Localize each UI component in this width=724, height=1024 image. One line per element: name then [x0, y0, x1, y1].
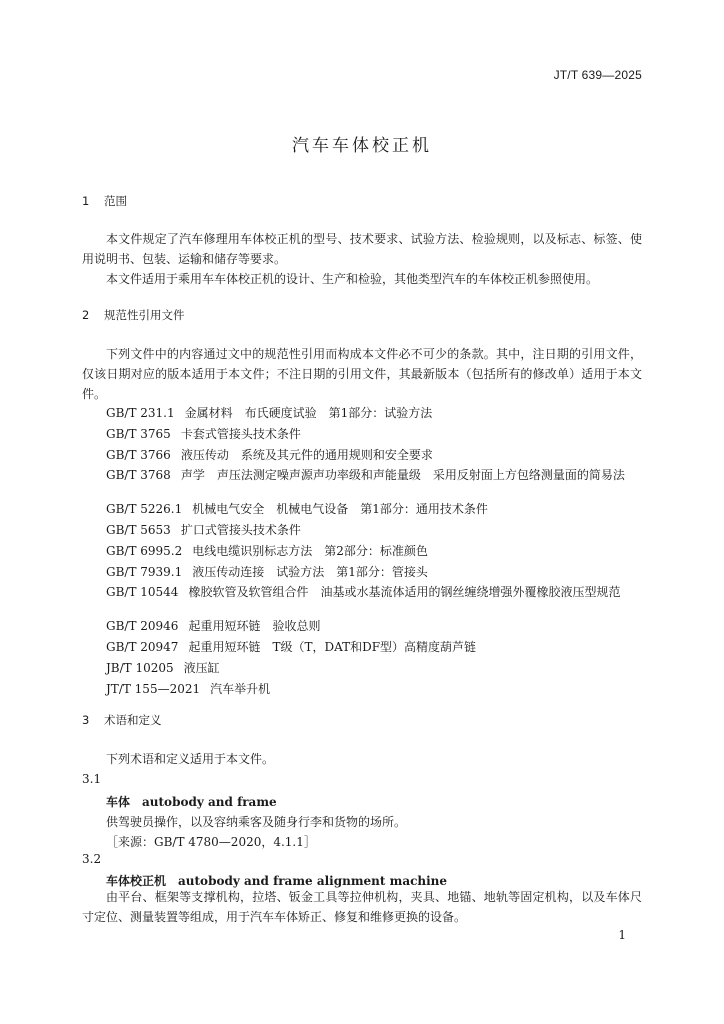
reference-title: 液压传动连接 试验方法 第1部分：管接头 [192, 565, 428, 579]
reference-item [106, 446, 433, 464]
reference-title: 机械电气安全 机械电气设备 第1部分：通用技术条件 [192, 502, 488, 516]
term-entry [106, 793, 277, 810]
reference-title: 汽车举升机 [210, 682, 271, 696]
section-number: 3 [82, 713, 90, 727]
section-title: 规范性引用文件 [104, 308, 185, 322]
term-en: autobody and frame [142, 795, 277, 809]
reference-title: 金属材料 布氏硬度试验 第1部分：试验方法 [184, 406, 433, 420]
reference-item [106, 659, 220, 677]
standard-code: JT/T 639—2025 [553, 68, 642, 82]
section-heading-scope [82, 193, 127, 209]
reference-item [106, 617, 320, 635]
reference-item [106, 521, 301, 539]
scope-paragraph-2: 本文件适用于乘用车车体校正机的设计、生产和检验，其他类型汽车的车体校正机参照使用。 [106, 272, 599, 286]
section-title: 范围 [104, 194, 127, 208]
term-zh: 车体 [106, 795, 131, 809]
reference-item [106, 425, 301, 443]
reference-code: GB/T 6995.2 [106, 544, 183, 558]
reference-code: GB/T 20947 [106, 640, 179, 654]
reference-code: GB/T 10544 [106, 585, 179, 599]
reference-code: GB/T 3765 [106, 427, 171, 441]
section-title: 术语和定义 [104, 713, 162, 727]
reference-code: GB/T 5653 [106, 523, 171, 537]
reference-title: 起重用短环链 T级（T，DAT和DF型）高精度葫芦链 [188, 640, 477, 654]
reference-title: 卡套式管接头技术条件 [180, 427, 301, 441]
reference-item [106, 404, 432, 422]
reference-code: GB/T 3768 [106, 468, 171, 482]
term-definition: 由平台、框架等支撑机构，拉塔、钣金工具等拉伸机构，夹具、地锚、地轨等固定机构，以及车体尺寸定位、测量装置等组成，用于汽车车体矫正、修复和维修更换的设备。 [82, 890, 642, 924]
reference-code: GB/T 3766 [106, 448, 171, 462]
reference-code: GB/T 5226.1 [106, 502, 183, 516]
reference-title: 扩口式管接头技术条件 [180, 523, 301, 537]
reference-title: 电线电缆识别标志方法 第2部分：标准颜色 [192, 544, 428, 558]
reference-title: 橡胶软管及软管组合件 油基或水基流体适用的钢丝缠绕增强外覆橡胶液压型规范 [188, 585, 621, 599]
term-zh: 车体校正机 [106, 874, 167, 888]
reference-code: GB/T 231.1 [106, 406, 175, 420]
reference-item [106, 563, 428, 581]
reference-title: 起重用短环链 验收总则 [188, 619, 321, 633]
section-number: 1 [82, 194, 90, 208]
reference-item [82, 465, 642, 486]
terms-intro: 下列术语和定义适用于本文件。 [106, 752, 275, 766]
reference-item [106, 680, 270, 698]
reference-item [106, 500, 488, 518]
scope-paragraph-1: 本文件规定了汽车修理用车体校正机的型号、技术要求、试验方法、检验规则，以及标志、标签、使用说明书、包装、运输和储存等要求。 [82, 232, 642, 266]
section-heading-terms [82, 712, 162, 728]
reference-title: 声学 声压法测定噪声源声功率级和声能量级 采用反射面上方包络测量面的简易法 [180, 468, 625, 482]
reference-title: 液压传动 系统及其元件的通用规则和安全要求 [180, 448, 433, 462]
section-number: 2 [82, 308, 90, 322]
document-title: 汽车车体校正机 [292, 136, 432, 156]
section-heading-normative-references [82, 307, 185, 323]
reference-code: GB/T 7939.1 [106, 565, 183, 579]
term-definition: 供驾驶员操作，以及容纳乘客及随身行李和货物的场所。 [106, 815, 407, 829]
term-number: 3.2 [82, 852, 102, 866]
reference-item [106, 638, 476, 656]
reference-code: JB/T 10205 [106, 661, 174, 675]
reference-title: 液压缸 [183, 661, 220, 675]
reference-item [82, 582, 642, 603]
reference-code: JT/T 155—2021 [106, 682, 201, 696]
reference-code: GB/T 20946 [106, 619, 179, 633]
page-number: 1 [618, 928, 626, 942]
term-source: ［来源：GB/T 4780—2020，4.1.1］ [106, 835, 316, 849]
normative-intro-paragraph: 下列文件中的内容通过文中的规范性引用而构成本文件必不可少的条款。其中，注日期的引用文件，仅该日期对应的版本适用于本文件；不注日期的引用文件，其最新版本（包括所有的修改单）适用于本文件。 [82, 347, 642, 401]
reference-item [106, 542, 428, 560]
term-number: 3.1 [82, 772, 102, 786]
term-en: autobody and frame alignment machine [178, 874, 448, 888]
